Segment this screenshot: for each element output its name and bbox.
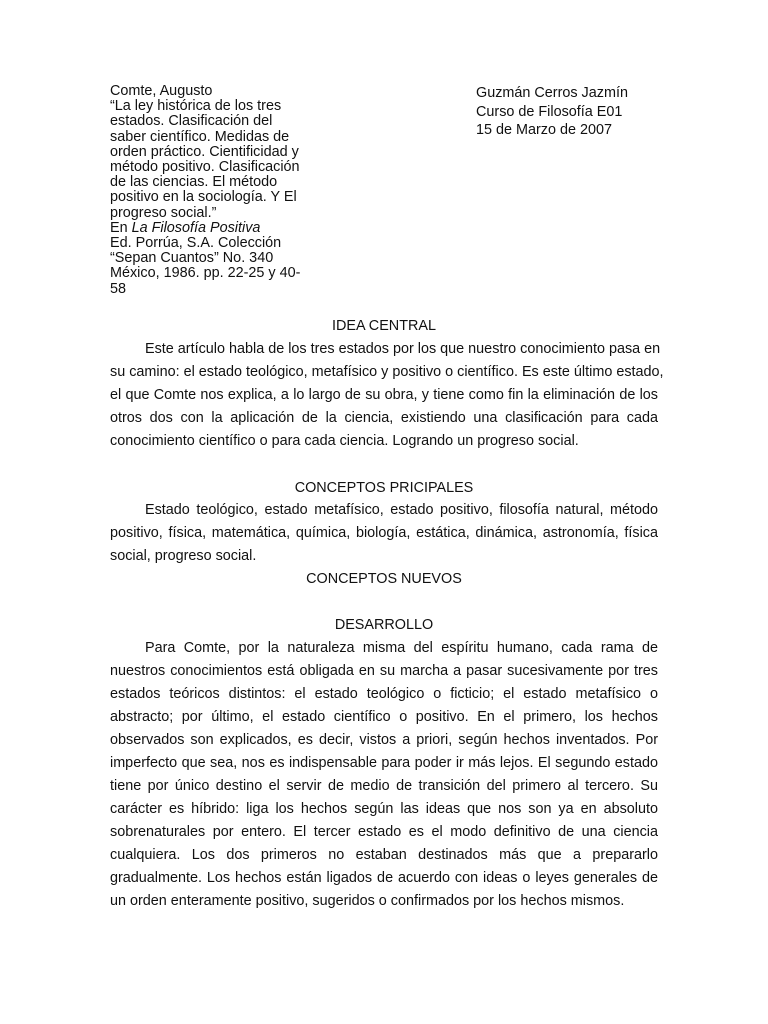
reference-book-title: La Filosofía Positiva — [131, 219, 261, 236]
heading-desarrollo: DESARROLLO — [334, 617, 434, 633]
reference-book-line — [110, 221, 310, 236]
reference-publisher-line: 58 — [110, 280, 127, 297]
reference-title-line: de las ciencias. El método — [110, 174, 278, 191]
paragraph-line: sobrenaturales por entero. El tercer estado es el modo definitivo de una ciencia — [110, 824, 658, 840]
reference-title-line: orden práctico. Cientificidad y — [110, 143, 299, 160]
reference-title-line: saber científico. Medidas de — [110, 128, 290, 145]
student-info — [476, 84, 628, 140]
bibliographic-reference — [110, 84, 310, 297]
reference-publisher-line: México, 1986. pp. 22-25 y 40- — [110, 265, 301, 282]
paragraph-line: estados teóricos distintos: el estado teológico o ficticio; el estado metafísico o — [110, 686, 658, 702]
paragraph-line: social, progreso social. — [110, 548, 257, 564]
paragraph-desarrollo — [110, 637, 658, 913]
reference-en-label: En — [110, 219, 132, 236]
paragraph-line: Este artículo habla de los tres estados por los que nuestro conocimiento pasa en — [145, 341, 661, 357]
paragraph-conceptos-principales — [110, 499, 658, 568]
reference-title-line: progreso social.” — [110, 204, 217, 221]
paragraph-line: cualquiera. Los dos primeros no estaban destinados más que a prepararlo — [110, 847, 658, 863]
paragraph-line: observados son explicados, es decir, vistos a priori, según hechos inventados. Por — [110, 732, 658, 748]
reference-author: Comte, Augusto — [110, 83, 213, 99]
paragraph-line: un orden enteramente positivo, sugeridos o confirmados por los hechos mismos. — [110, 893, 625, 909]
reference-title-line: “La ley histórica de los tres — [110, 98, 282, 115]
paragraph-line: imperfecto que sea, nos es indispensable para poder ir más lejos. El segundo estado — [110, 755, 658, 771]
paragraph-line: conocimiento científico o para cada ciencia. Logrando un progreso social. — [110, 433, 579, 449]
course-name: Curso de Filosofía E01 — [476, 103, 623, 120]
paragraph-line: Estado teológico, estado metafísico, estado positivo, filosofía natural, método — [145, 502, 658, 518]
paragraph-line: tiene por único destino el servir de medio de transición del primero al tercero. Su — [110, 778, 658, 794]
reference-title-line: método positivo. Clasificación — [110, 159, 300, 176]
paragraph-line: abstracto; por último, el estado científico o positivo. En el primero, los hechos — [110, 709, 658, 725]
paragraph-line: su camino: el estado teológico, metafísico y positivo o científico. Es este último estado, — [110, 364, 664, 380]
reference-title-line: estados. Clasificación del — [110, 113, 273, 130]
paragraph-line: nuestros conocimientos está obligada en su marcha a pasar sucesivamente por tres — [110, 663, 658, 679]
paragraph-line: otros dos con la aplicación de la ciencia, existiendo una clasificación para cada — [110, 410, 658, 426]
heading-idea-central: IDEA CENTRAL — [332, 318, 436, 334]
reference-publisher-line: Ed. Porrúa, S.A. Colección — [110, 235, 282, 252]
paragraph-line: positivo, física, matemática, química, biología, estática, dinámica, astronomía, física — [110, 525, 658, 541]
paragraph-line: gradualmente. Los hechos están ligados de acuerdo con ideas o leyes generales de — [110, 870, 658, 886]
paragraph-line: el que Comte nos explica, a lo largo de su obra, y tiene como fin la eliminación de los — [110, 387, 658, 403]
paragraph-line: carácter es híbrido: liga los hechos según las ideas que nos son ya en absoluto — [110, 801, 658, 817]
document-date: 15 de Marzo de 2007 — [476, 122, 613, 138]
student-name: Guzmán Cerros Jazmín — [476, 85, 628, 101]
paragraph-line: Para Comte, por la naturaleza misma del espíritu humano, cada rama de — [145, 640, 658, 656]
heading-conceptos-nuevos: CONCEPTOS NUEVOS — [306, 571, 462, 587]
reference-publisher-line: “Sepan Cuantos” No. 340 — [110, 250, 274, 267]
paragraph-idea-central — [110, 338, 664, 453]
reference-title-line: positivo en la sociología. Y El — [110, 189, 297, 206]
heading-conceptos-principales: CONCEPTOS PRICIPALES — [294, 480, 474, 496]
